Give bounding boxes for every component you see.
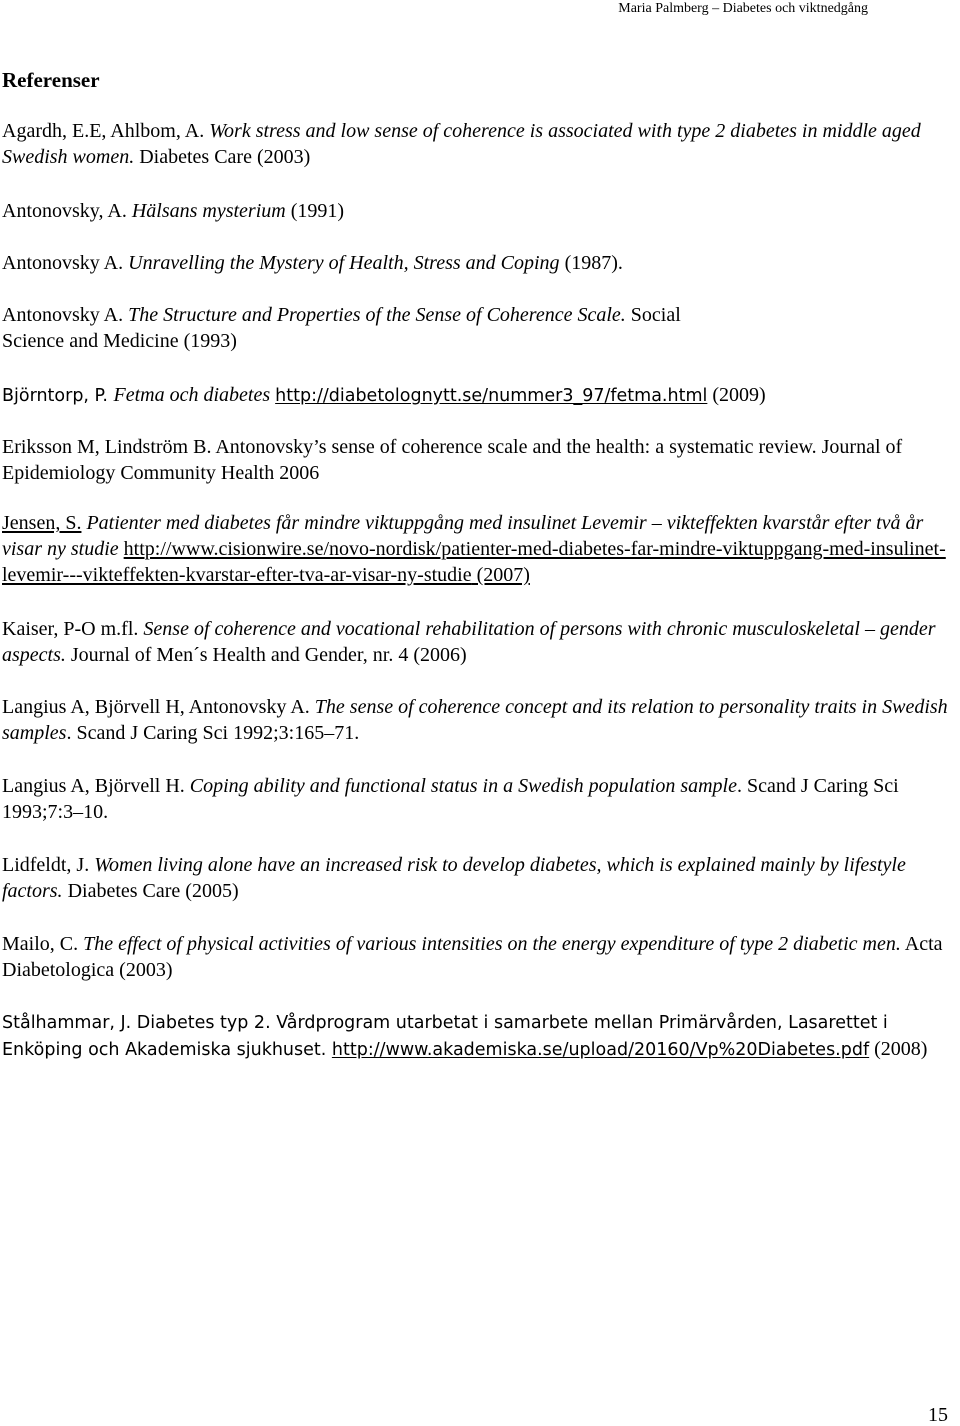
ref-source: . Scand J Caring Sci 1992;3:165–71. — [66, 722, 360, 744]
ref-title: The effect of physical activities of various intensities on the energy expenditure of type 2 diabetic men. — [83, 933, 901, 955]
ref-authors: Langius A, Björvell H, Antonovsky A. — [2, 696, 315, 718]
reference-eriksson — [2, 434, 958, 486]
ref-link[interactable]: http://diabetolognytt.se/nummer3_97/fetma.html — [275, 386, 708, 406]
page-title: Referenser — [2, 68, 100, 92]
ref-authors: Kaiser, P-O m.fl. — [2, 618, 144, 640]
ref-source: (2009) — [707, 384, 766, 406]
ref-authors: Björntorp, P. — [2, 386, 114, 406]
reference-antonovsky-1993 — [2, 302, 682, 354]
ref-source: (2008) — [869, 1038, 928, 1060]
ref-source: (1991) — [285, 200, 345, 222]
ref-source: . Scand J Caring Sci 1993;7:3–10. — [2, 775, 899, 823]
ref-title: Fetma och diabetes — [113, 384, 271, 406]
ref-source: Diabetes Care (2005) — [62, 880, 239, 902]
ref-authors-link[interactable]: Jensen, S. — [2, 512, 82, 534]
reference-kaiser — [2, 616, 958, 668]
ref-title: Hälsans mysterium — [131, 200, 286, 222]
running-header: Maria Palmberg – Diabetes och viktnedgång — [618, 1, 868, 16]
reference-agardh — [2, 118, 958, 170]
reference-lidfeldt — [2, 852, 958, 904]
ref-title: Sense of coherence and vocational rehabilitation of persons with chronic musculoskeletal – gender aspects. — [2, 618, 936, 666]
reference-stalhammar — [2, 1010, 958, 1063]
ref-link[interactable]: http://www.cisionwire.se/novo-nordisk/patienter-med-diabetes-far-mindre-viktuppgang-med-insulinet-levemir---vikteffekten-kvarstar-efter-tva-ar-visar-ny-studie — [2, 538, 946, 586]
ref-authors: Antonovsky, A. — [2, 200, 132, 222]
ref-authors: Mailo, C. — [2, 933, 84, 955]
reference-jensen — [2, 510, 958, 588]
ref-source: Acta Diabetologica (2003) — [2, 933, 943, 981]
ref-title: The sense of coherence concept and its relation to personality traits in Swedish samples — [2, 696, 948, 744]
ref-year-link[interactable]: (2007) — [471, 564, 530, 586]
ref-authors: Antonovsky A. — [2, 252, 129, 274]
ref-authors: Antonovsky A. — [2, 304, 129, 326]
ref-authors: Lidfeldt, J. — [2, 854, 95, 876]
ref-source: Antonovsky’s sense of coherence scale and the health: a systematic review. Journal of Epidemiology Community Health 2006 — [2, 436, 903, 484]
ref-link[interactable]: http://www.akademiska.se/upload/20160/Vp%20Diabetes.pdf — [331, 1040, 870, 1060]
ref-source: (1987). — [559, 252, 623, 274]
ref-title: Women living alone have an increased risk to develop diabetes, which is explained mainly by lifestyle factors. — [2, 854, 906, 902]
ref-title: Patienter med diabetes får mindre viktuppgång med insulinet Levemir – vikteffekten kvarstår efter två år visar ny studie — [2, 512, 924, 560]
ref-authors: Eriksson M, Lindström B. — [2, 436, 212, 458]
ref-title: Unravelling the Mystery of Health, Stress and Coping — [128, 252, 560, 274]
ref-authors: Langius A, Björvell H. — [2, 775, 190, 797]
reference-mailo — [2, 931, 958, 983]
reference-langius-1992 — [2, 694, 958, 746]
reference-bjorntorp — [2, 382, 958, 409]
ref-title: The Structure and Properties of the Sense of Coherence Scale. — [128, 304, 626, 326]
ref-authors: Stålhammar, J. Diabetes typ 2. Vårdprogram utarbetat i samarbete mellan Primärvården, Lasarettet i Enköping och Akademiska sjukhuset. — [2, 1013, 888, 1060]
ref-authors: Agardh, E.E, Ahlbom, A. — [2, 120, 210, 142]
ref-source: Social Science and Medicine (1993) — [2, 304, 681, 352]
ref-source: Diabetes Care (2003) — [134, 146, 311, 168]
reference-langius-1993 — [2, 773, 958, 825]
reference-antonovsky-1991 — [2, 198, 958, 224]
ref-title: Work stress and low sense of coherence is associated with type 2 diabetes in middle aged Swedish women. — [2, 120, 921, 168]
ref-title: Coping ability and functional status in a Swedish population sample — [189, 775, 737, 797]
reference-antonovsky-1987 — [2, 250, 958, 276]
page-number: 15 — [928, 1404, 948, 1426]
ref-source: Journal of Men´s Health and Gender, nr. 4 (2006) — [65, 644, 467, 666]
